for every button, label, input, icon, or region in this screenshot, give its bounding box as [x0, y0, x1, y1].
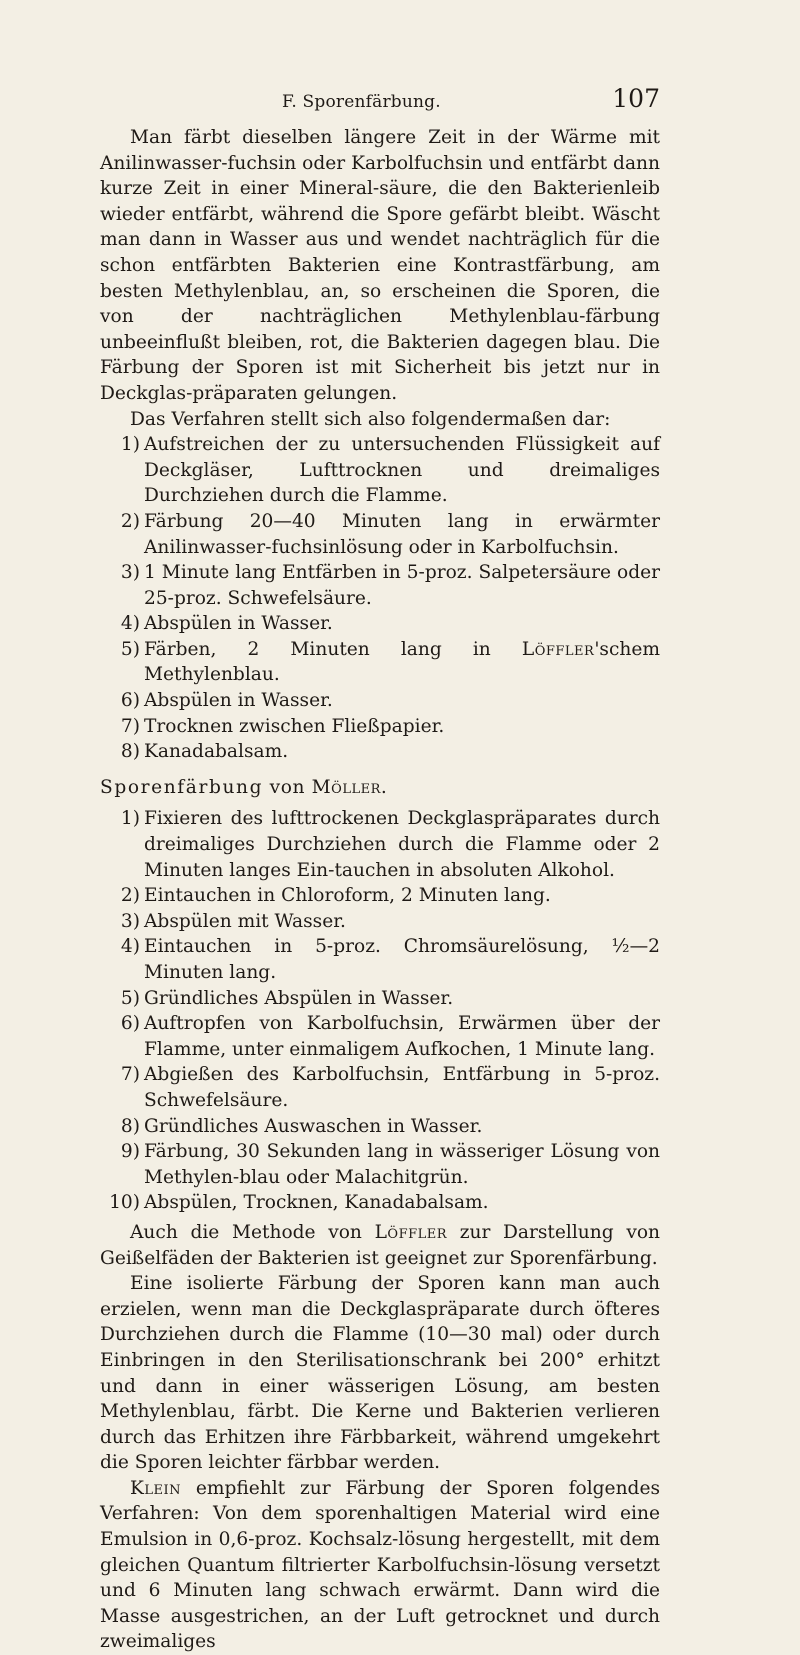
list-item	[100, 637, 660, 688]
list-item-number: 8)	[120, 1115, 140, 1137]
list-item	[100, 739, 660, 765]
list-item-number: 3)	[120, 910, 140, 932]
moeller-procedure-list	[100, 806, 660, 1216]
list-item-number: 2)	[120, 885, 140, 907]
list-item-text: Eintauchen in Chloroform, 2 Minuten lang.	[144, 885, 551, 907]
heading-author: Möller.	[311, 776, 388, 798]
list-item	[100, 688, 660, 714]
paragraph-procedure-intro: Das Verfahren stellt sich also folgendermaßen dar:	[130, 408, 611, 430]
list-item-number: 6)	[120, 1013, 140, 1035]
list-item-number: 7)	[120, 1064, 140, 1086]
list-item-number: 9)	[120, 1141, 140, 1163]
list-item	[100, 714, 660, 740]
list-item-text: Auftropfen von Karbolfuchsin, Erwärmen über der Flamme, unter einmaligem Aufkochen, 1 Minute lang.	[144, 1013, 660, 1060]
list-item-text: Färbung, 30 Sekunden lang in wässeriger Lösung von Methylen-blau oder Malachitgrün.	[144, 1141, 660, 1188]
list-item-number: 4)	[120, 936, 140, 958]
list-item-text: Abgießen des Karbolfuchsin, Entfärbung in 5-proz. Schwefelsäure.	[144, 1064, 660, 1111]
list-item	[100, 509, 660, 560]
list-item-text: Abspülen, Trocknen, Kanadabalsam.	[144, 1192, 489, 1214]
list-item	[100, 909, 660, 935]
paragraph-isolated-staining: Eine isolierte Färbung der Sporen kann man auch erzielen, wenn man die Deckglaspräparate durch öfteres Durchziehen durch die Flamme (10—30 mal) oder durch Einbringen in den Sterilisationschrank bei 200° erhitzt und dann in einer wässerigen Lösung, am besten Methylenblau, färbt. Die Kerne und Bakterien verlieren durch das Erhitzen ihre Färbbarkeit, während umgekehrt die Sporen leichter färbbar werden.	[100, 1273, 660, 1474]
paragraph-text-post: zur Darstellung von Geißelfäden der Bakterien ist geeignet zur Sporenfärbung.	[100, 1221, 660, 1269]
list-item-text-pre: Färben, 2 Minuten lang in	[144, 638, 522, 660]
list-item-number: 6)	[120, 690, 140, 712]
list-item	[100, 986, 660, 1012]
list-item	[100, 560, 660, 611]
list-item-text: Kanadabalsam.	[144, 741, 289, 763]
list-item-number: 7)	[120, 715, 140, 737]
section-heading	[100, 775, 660, 801]
list-item-text: Gründliches Auswaschen in Wasser.	[144, 1115, 483, 1137]
list-item-text: Fixieren des lufttrockenen Deckglaspräparates durch dreimaliges Durchziehen durch die Flamme oder 2 Minuten langes Ein-tauchen in absoluten Alkohol.	[144, 808, 660, 881]
list-item-text: Abspülen mit Wasser.	[144, 910, 346, 932]
paragraph-text-pre: Auch die Methode von	[130, 1221, 375, 1243]
list-item-text: Abspülen in Wasser.	[144, 613, 333, 635]
paragraph-text-post: empfiehlt zur Färbung der Sporen folgendes Verfahren: Von dem sporenhaltigen Material wird eine Emulsion in 0,6-proz. Kochsalz-lösung hergestellt, mit dem gleichen Quantum filtrierter Karbolfuchsin-lösung versetzt und 6 Minuten lang schwach erwärmt. Dann wird die Masse ausgestrichen, an der Luft getrocknet und durch zweimaliges	[100, 1477, 660, 1653]
heading-title: Sporenfärbung	[100, 776, 264, 798]
heading-von: von	[263, 776, 312, 798]
list-item	[100, 806, 660, 883]
list-item-number: 10)	[109, 1192, 140, 1214]
list-item	[100, 1190, 660, 1216]
author-name: Löffler	[521, 638, 595, 660]
procedure-list	[100, 432, 660, 765]
list-item-text: Eintauchen in 5-proz. Chromsäurelösung, ½—2 Minuten lang.	[144, 936, 660, 983]
list-item-number: 1)	[120, 808, 140, 830]
list-item-text: Aufstreichen der zu untersuchenden Flüssigkeit auf Deckgläser, Lufttrocknen und dreimaliges Durchziehen durch die Flamme.	[144, 434, 660, 507]
list-item-text-post: 'schem Methylenblau.	[144, 638, 660, 686]
page-body	[100, 125, 660, 1655]
list-item-text: Abspülen in Wasser.	[144, 690, 333, 712]
author-name: Löffler	[374, 1221, 448, 1243]
list-item-text: Trocknen zwischen Fließpapier.	[144, 715, 445, 737]
list-item-number: 5)	[120, 987, 140, 1009]
list-item	[100, 934, 660, 985]
list-item-text: 1 Minute lang Entfärben in 5-proz. Salpetersäure oder 25-proz. Schwefelsäure.	[144, 562, 660, 609]
paragraph-intro: Man färbt dieselben längere Zeit in der Wärme mit Anilinwasser-fuchsin oder Karbolfuchsin und entfärbt dann kurze Zeit in einer Mineral-säure, die den Bakterienleib wieder entfärbt, während die Spore gefärbt bleibt. Wäscht man dann in Wasser aus und wendet nachträglich für die schon entfärbten Bakterien eine Kontrastfärbung, am besten Methylenblau, an, so erscheinen die Sporen, die von der nachträglichen Methylenblau-färbung unbeeinflußt bleiben, rot, die Bakterien dagegen blau. Die Färbung der Sporen ist mit Sicherheit bis jetzt nur in Deckglas-präparaten gelungen.	[100, 127, 660, 404]
list-item-number: 8)	[120, 741, 140, 763]
paragraph-loeffler	[100, 1220, 660, 1271]
list-item	[100, 1139, 660, 1190]
list-item	[100, 1011, 660, 1062]
list-item-number: 4)	[120, 613, 140, 635]
page-number: 107	[612, 84, 660, 113]
page-header	[100, 84, 660, 120]
list-item	[100, 883, 660, 909]
list-item-number: 2)	[120, 510, 140, 532]
list-item-number: 5)	[120, 638, 140, 660]
list-item-text: Färbung 20—40 Minuten lang in erwärmter Anilinwasser-fuchsinlösung oder in Karbolfuchsin.	[144, 510, 660, 558]
list-item	[100, 1114, 660, 1140]
list-item-number: 1)	[120, 434, 140, 456]
list-item	[100, 432, 660, 509]
author-name: Klein	[130, 1477, 182, 1499]
list-item	[100, 1062, 660, 1113]
list-item	[100, 611, 660, 637]
list-item-number: 3)	[120, 562, 140, 584]
paragraph-klein	[100, 1476, 660, 1655]
list-item-text: Gründliches Abspülen in Wasser.	[144, 987, 454, 1009]
running-title: F. Sporenfärbung.	[282, 92, 441, 112]
